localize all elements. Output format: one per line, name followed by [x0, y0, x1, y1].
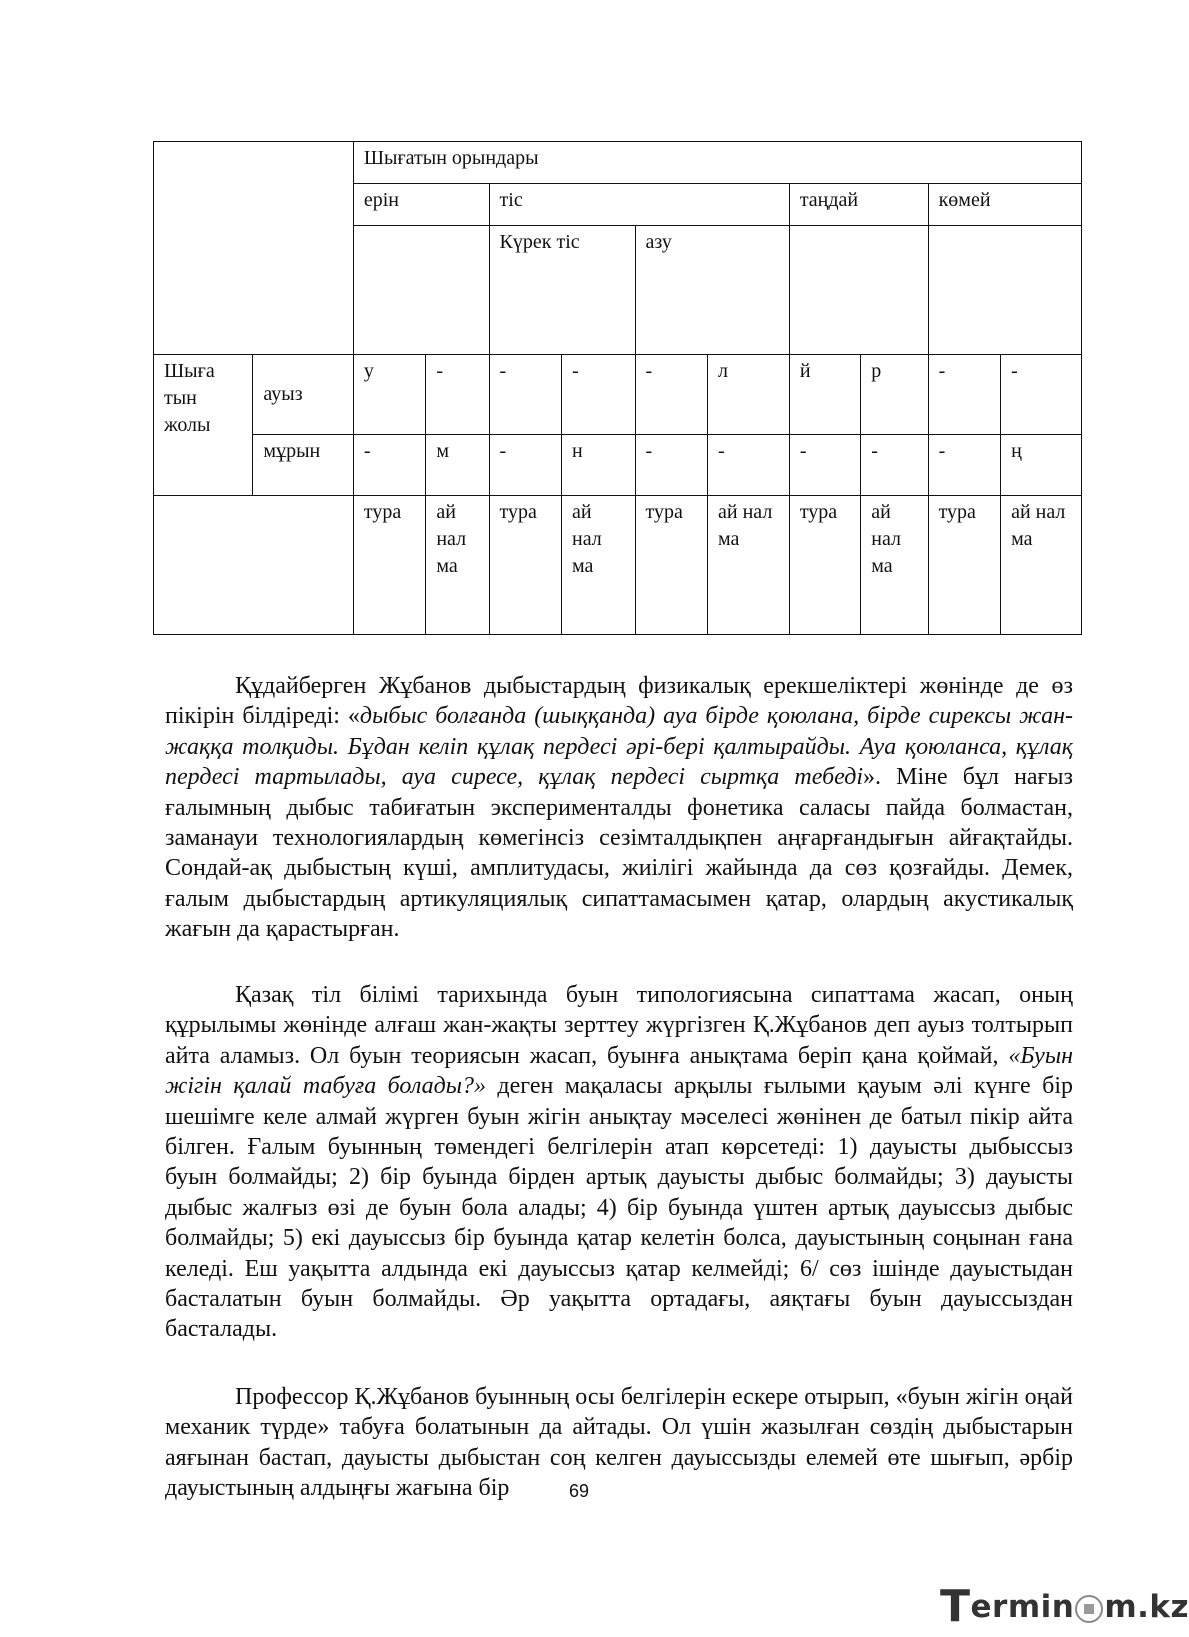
table-cell: - — [562, 354, 636, 434]
table-cell: ай нал ма — [708, 496, 790, 635]
row-label-muryn: мұрын — [253, 435, 353, 496]
subgroup-komey-empty — [928, 225, 1081, 354]
watermark-text-a: ermin — [970, 1589, 1075, 1625]
group-tanday: таңдай — [789, 183, 928, 225]
watermark-t: T — [940, 1581, 971, 1632]
table-cell: ай нал ма — [426, 496, 489, 635]
watermark-logo — [940, 1581, 1189, 1632]
table-cell: у — [353, 354, 425, 434]
group-komey: көмей — [928, 183, 1081, 225]
bottom-corner-cell — [154, 496, 354, 635]
page-number: 69 — [568, 1481, 590, 1501]
table-cell: тура — [489, 496, 561, 635]
table-cell: ай нал ма — [562, 496, 636, 635]
table-cell: - — [928, 435, 1000, 496]
paragraph-3: Профессор Қ.Жұбанов буынның осы белгілерін ескере отырып, «буын жігін оңай механик түрде» табуға болатынын да айтады. Ол үшін жазылған сөздің дыбыстарын аяғынан бастап, дауысты дыбыстан соң келген дауыссызды елемей өте шығып, әрбір дауыстының алдыңғы жағына бір — [165, 1384, 1073, 1502]
table-cell: тура — [353, 496, 425, 635]
table-cell: м — [426, 435, 489, 496]
table-cell: тура — [635, 496, 707, 635]
table-cell: - — [426, 354, 489, 434]
table-cell: - — [1001, 354, 1082, 434]
paragraph-1-text-a: Құдайберген Жұбанов дыбыстардың физикалық ерекшеліктері жөнінде де өз пікірін білдіреді: « — [165, 673, 1073, 730]
table-cell: - — [861, 435, 928, 496]
paragraph-1-text-b: ». Міне бұл нағыз ғалымның дыбыс табиғатын эксперименталды фонетика саласы пайда болмастан, заманауи технологиялардың көмегінсіз сезімталдықпен аңғарғандығын айғақтайды. Сондай-ақ дыбыстың күші, амплитудасы, жиілігі жайында да сөз қозғайды. Демек, ғалым дыбыстардың артикуляциялық сипаттамасымен қатар, олардың акустикалық жағын да қарастырған. — [165, 764, 1074, 943]
subgroup-erin-empty — [353, 225, 489, 354]
paragraph-2-text-b: деген мақаласы арқылы ғылыми қауым әлі күнге бір шешімге келе алмай жүрген буын жігін анықтау мәселесі жөнінен де батыл пікір айта білген. Ғалым буынның төмендегі белгілерін атап көрсетеді: 1) дауысты дыбыссыз буын болмайды; 2) бір буында бірден артық дауысты дыбыс болмайды; 3) дауысты дыбыс жалғыз өзі де буын бола алады; 4) бір буында үштен артық дауыссыз дыбыс болмайды; 5) екі дауыссыз бір буында қатар келетін болса, дауыстының соңынан ғана келеді. Еш уақытта алдында екі дауыссыз қатар келмейді; 6/ сөз ішінде дауыстыдан басталатын буын болмайды. Әр уақытта ортадағы, аяқтағы буын дауыссыздан басталады. — [165, 1073, 1073, 1343]
table-cell: - — [928, 354, 1000, 434]
watermark-text-b: m.kz — [1104, 1589, 1189, 1625]
table-cell: й — [789, 354, 860, 434]
paragraph-2-text-a: Қазақ тіл білімі тарихында буын типологиясына сипаттама жасап, оның құрылымы жөнінде алғаш жан-жақты зерттеу жүргізген Қ.Жұбанов деп ауыз толтырып айта аламыз. Ол буын теориясын жасап, буынға анықтама беріп қана қоймай, — [165, 982, 1073, 1069]
group-tis: тіс — [489, 183, 789, 225]
logo-o-icon — [1075, 1595, 1103, 1623]
table-cell: н — [562, 435, 636, 496]
table-cell: - — [789, 435, 860, 496]
row-label-auyz: ауыз — [253, 354, 353, 434]
table-cell: - — [635, 354, 707, 434]
subgroup-azu: азу — [635, 225, 789, 354]
table-cell: - — [708, 435, 790, 496]
table-cell: тура — [928, 496, 1000, 635]
row-group-label: Шыға тын жолы — [154, 354, 253, 496]
table-cell: - — [489, 354, 561, 434]
table-corner-cell — [154, 142, 354, 355]
table-cell: ай нал ма — [1001, 496, 1082, 635]
table-cell: ай нал ма — [861, 496, 928, 635]
group-erin: ерін — [353, 183, 489, 225]
subgroup-tanday-empty — [789, 225, 928, 354]
table-cell: р — [861, 354, 928, 434]
table-cell: тура — [789, 496, 860, 635]
table-cell: - — [489, 435, 561, 496]
table-cell: ң — [1001, 435, 1082, 496]
table-cell: - — [635, 435, 707, 496]
paragraph-1-quote: дыбыс болғанда (шыққанда) ауа бірде қоюлана, бірде сирексы жан-жаққа толқиды. Бұдан келіп құлақ пердесі әрі-бері қалтырайды. Ауа қоюланса, құлақ пердесі тартылады, ауа сиресе, құлақ пердесі сыртқа тебеді — [165, 703, 1073, 791]
phonetics-table — [153, 141, 1082, 635]
paragraph-2-quote: «Буын жігін қалай табуға болады?» — [165, 1042, 1073, 1100]
table-cell: л — [708, 354, 790, 434]
subgroup-kurek-tis: Күрек тіс — [489, 225, 635, 354]
paragraph-1 — [165, 671, 1073, 945]
paragraph-2 — [165, 980, 1073, 1345]
table-cell: - — [353, 435, 425, 496]
header-main: Шығатын орындары — [353, 142, 1081, 184]
